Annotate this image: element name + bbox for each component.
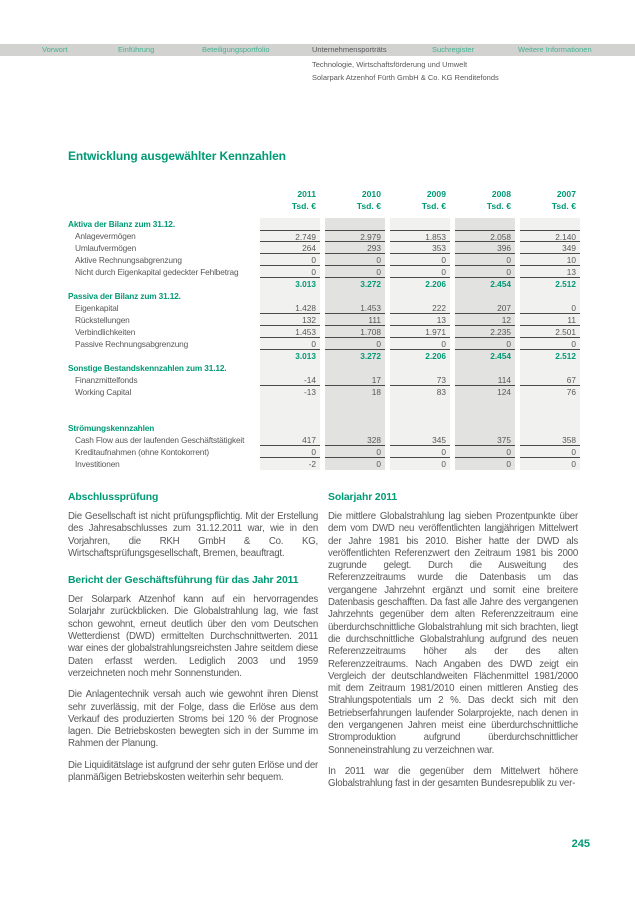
nav-item-vorwort[interactable]: Vorwort	[42, 45, 68, 54]
row-label: Nicht durch Eigenkapital gedeckter Fehlbetrag	[75, 267, 239, 277]
table-row	[68, 338, 580, 350]
table-section-row	[68, 290, 580, 302]
value-cell: 0	[325, 254, 385, 266]
value-cell: 132	[260, 314, 320, 326]
value-cell	[325, 290, 385, 302]
table-row	[68, 278, 580, 290]
value-cell: 358	[520, 434, 580, 446]
table-row	[68, 314, 580, 326]
row-label: Finanzmittelfonds	[75, 375, 138, 385]
value-cell: 0	[520, 302, 580, 314]
value-cell: 67	[520, 374, 580, 386]
value-cell: 207	[455, 302, 515, 314]
row-label: Working Capital	[75, 387, 132, 397]
unit-header: Tsd. €	[486, 201, 511, 211]
text-column-left	[68, 492, 318, 793]
table-row	[68, 326, 580, 338]
value-cell: 2.454	[455, 350, 515, 362]
value-cell: 2.512	[520, 278, 580, 290]
unit-header: Tsd. €	[421, 201, 446, 211]
year-header: 2010	[361, 189, 381, 199]
value-cell: 3.013	[260, 278, 320, 290]
row-label: Investitionen	[75, 459, 120, 469]
value-cell	[325, 218, 385, 230]
value-cell: 0	[520, 458, 580, 470]
nav-item-einf-hrung[interactable]: Einführung	[118, 45, 155, 54]
value-cell	[455, 218, 515, 230]
unit-header: Tsd. €	[291, 201, 316, 211]
table-row	[68, 302, 580, 314]
value-cell: 328	[325, 434, 385, 446]
year-header: 2009	[426, 189, 446, 199]
value-cell: 2.454	[455, 278, 515, 290]
value-cell: 0	[390, 338, 450, 350]
row-label: Aktiva der Bilanz zum 31.12.	[68, 219, 175, 229]
value-cell: 0	[455, 446, 515, 458]
value-cell	[390, 290, 450, 302]
table-row	[68, 446, 580, 458]
value-cell: 0	[390, 458, 450, 470]
value-cell	[455, 362, 515, 374]
value-cell	[260, 362, 320, 374]
table-section-row	[68, 422, 580, 434]
value-cell: 76	[520, 386, 580, 398]
row-label: Rückstellungen	[75, 315, 130, 325]
value-cell: 293	[325, 242, 385, 254]
table-row	[68, 386, 580, 398]
value-cell: 2.979	[325, 230, 385, 242]
table-row	[68, 434, 580, 446]
value-cell	[520, 290, 580, 302]
value-cell: 222	[390, 302, 450, 314]
table-row	[68, 458, 580, 470]
table-unit-header-row	[68, 200, 580, 212]
row-label: Strömungskennzahlen	[68, 423, 155, 433]
value-cell: 2.206	[390, 278, 450, 290]
value-cell: 0	[260, 266, 320, 278]
unit-header: Tsd. €	[551, 201, 576, 211]
value-cell: 0	[390, 266, 450, 278]
value-cell: 0	[390, 446, 450, 458]
value-cell	[390, 398, 450, 410]
value-cell: 1.853	[390, 230, 450, 242]
breadcrumb-line-2: Solarpark Atzenhof Fürth GmbH & Co. KG Renditefonds	[312, 72, 499, 82]
row-label: Verbindlichkeiten	[75, 327, 136, 337]
value-cell: 0	[520, 446, 580, 458]
value-cell: 1.453	[260, 326, 320, 338]
value-cell	[520, 410, 580, 422]
year-header: 2007	[556, 189, 576, 199]
value-cell: 0	[260, 446, 320, 458]
value-cell	[260, 410, 320, 422]
value-cell	[260, 218, 320, 230]
value-cell	[520, 398, 580, 410]
section-heading: Solarjahr 2011	[328, 492, 398, 503]
value-cell: 0	[455, 254, 515, 266]
value-cell: 12	[455, 314, 515, 326]
nav-item-suchregister[interactable]: Suchregister	[432, 45, 475, 54]
value-cell: 0	[455, 266, 515, 278]
value-cell	[520, 422, 580, 434]
value-cell: 1.428	[260, 302, 320, 314]
value-cell	[325, 410, 385, 422]
table-row	[68, 254, 580, 266]
value-cell: 396	[455, 242, 515, 254]
value-cell: 0	[455, 458, 515, 470]
table-section-row	[68, 362, 580, 374]
section-heading: Bericht der Geschäftsführung für das Jahr 2011	[68, 575, 299, 587]
value-cell: 2.235	[455, 326, 515, 338]
nav-item-beteiligungsportfolio[interactable]: Beteiligungsportfolio	[202, 45, 270, 54]
value-cell: 3.272	[325, 278, 385, 290]
value-cell: 2.058	[455, 230, 515, 242]
value-cell: 111	[325, 314, 385, 326]
value-cell	[520, 218, 580, 230]
page-title: Entwicklung ausgewählter Kennzahlen	[68, 149, 286, 163]
row-label: Sonstige Bestandskennzahlen zum 31.12.	[68, 363, 227, 373]
value-cell: 11	[520, 314, 580, 326]
value-cell: 0	[325, 446, 385, 458]
table-row	[68, 398, 580, 410]
kennzahlen-table	[68, 188, 580, 470]
value-cell	[455, 410, 515, 422]
row-label: Umlaufvermögen	[75, 243, 137, 253]
body-paragraph: Der Solarpark Atzenhof kann auf ein hervorragendes Solarjahr zurückblicken. Die Globalstrahlung lag, wie fast schon gewohnt, erneut deutlich über den vom Deutschen Wetterdienst (DWD) ermittelten Durchschnittwerten. 2011 war eines der globalstrahlungsreichsten Jahre seitdem diese Daten erfasst werden. Lediglich 2003 und 1959 verzeichneten noch mehr Sonnenstunden.	[68, 594, 318, 679]
value-cell	[455, 398, 515, 410]
breadcrumb	[312, 59, 499, 84]
value-cell	[260, 398, 320, 410]
value-cell: -14	[260, 374, 320, 386]
row-label: Cash Flow aus der laufenden Geschäftstätigkeit	[75, 435, 245, 445]
value-cell: 417	[260, 434, 320, 446]
page-number: 245	[571, 838, 590, 850]
text-column-right	[328, 492, 578, 800]
value-cell: 3.272	[325, 350, 385, 362]
value-cell: 73	[390, 374, 450, 386]
breadcrumb-line-1: Technologie, Wirtschaftsförderung und Umwelt	[312, 60, 468, 69]
value-cell	[390, 362, 450, 374]
section-heading: Abschlussprüfung	[68, 492, 159, 503]
year-header: 2011	[297, 189, 316, 199]
value-cell	[390, 218, 450, 230]
table-year-header-row	[68, 188, 580, 200]
value-cell: 349	[520, 242, 580, 254]
value-cell	[520, 362, 580, 374]
value-cell: 375	[455, 434, 515, 446]
value-cell: 1.453	[325, 302, 385, 314]
value-cell: -13	[260, 386, 320, 398]
value-cell	[260, 290, 320, 302]
table-row	[68, 230, 580, 242]
body-paragraph: In 2011 war die gegenüber dem Mittelwert höhere Globalstrahlung fast in der gesamten Bundesrepublik zu ver-	[328, 765, 578, 790]
value-cell: 10	[520, 254, 580, 266]
value-cell: 0	[520, 338, 580, 350]
value-cell: 0	[260, 338, 320, 350]
value-cell: 18	[325, 386, 385, 398]
table-body	[68, 218, 580, 470]
nav-item-unternehmensportr-ts[interactable]: Unternehmensporträts	[312, 45, 387, 54]
table-section-row	[68, 218, 580, 230]
value-cell: 13	[390, 314, 450, 326]
value-cell: -2	[260, 458, 320, 470]
year-header: 2008	[491, 189, 511, 199]
table-row	[68, 266, 580, 278]
value-cell	[325, 398, 385, 410]
top-nav-bar	[0, 44, 635, 56]
value-cell: 0	[325, 266, 385, 278]
value-cell: 83	[390, 386, 450, 398]
row-label: Passive Rechnungsabgrenzung	[75, 339, 189, 349]
row-label: Anlagevermögen	[75, 231, 136, 241]
value-cell: 353	[390, 242, 450, 254]
nav-item-weitere-informationen[interactable]: Weitere Informationen	[518, 45, 592, 54]
value-cell: 0	[325, 338, 385, 350]
value-cell: 2.749	[260, 230, 320, 242]
table-row	[68, 410, 580, 422]
value-cell: 124	[455, 386, 515, 398]
value-cell: 2.140	[520, 230, 580, 242]
body-paragraph: Die Anlagentechnik versah auch wie gewohnt ihren Dienst sehr zuverlässig, mit der Folge, dass die Erlöse aus dem Verkauf des produzierten Stroms bei 120 % der Prognose lagen. Die Betriebskosten bewegten sich in der Summe im Rahmen der Planung.	[68, 689, 318, 750]
value-cell: 13	[520, 266, 580, 278]
value-cell: 0	[325, 458, 385, 470]
body-paragraph: Die Gesellschaft ist nicht prüfungspflichtig. Mit der Erstellung des Jahresabschlusses zum 31.12.2011 war, wie in den Vorjahren, die RKH GmbH & Co. KG, Wirtschaftsprüfungsgesellschaft, Bremen, beauftragt.	[68, 511, 318, 559]
value-cell: 1.708	[325, 326, 385, 338]
value-cell	[325, 422, 385, 434]
value-cell	[325, 362, 385, 374]
row-label: Eigenkapital	[75, 303, 119, 313]
value-cell: 2.512	[520, 350, 580, 362]
unit-header: Tsd. €	[356, 201, 381, 211]
table-row	[68, 242, 580, 254]
value-cell: 114	[455, 374, 515, 386]
body-paragraph: Die mittlere Globalstrahlung lag sieben Prozentpunkte über dem vom DWD neu veröffentlichten langjährigen Mittelwert der Jahre 1981 bis 2010. Bisher hatte der DWD als veröffentlichten Referenzwert den Zeitraum 1981 bis 2000 zugrunde gelegt. Durch die Ausweitung des Referenzzeitraums wurde die Datenbasis um das vergangene Jahrzehnt ergänzt und somit eine breitere Datenbasis geschafften. Da fast alle Jahre des vergangenen Jahrzehnts gegenüber dem alten Referenzzeitraum eine überdurchschnittliche Globalstrahlung mit sich brachten, liegt die durchschnittliche Globalstrahlung aufgrund des neuen Referenzzeitraums höher als der des alten Referenzzeitraums. Nach Angaben des DWD zeigt ein Vergleich der deutschlandweiten Flächenmittel 1981/2000 mit dem Zeitraum 1981/2010 einen mittleren Anstieg des Strahlungspotentials um 2 %. Das deckt sich mit den Betriebserfahrungen laufender Solarprojekte, nach denen in den vergangenen Jahren meist eine überdurchschnittliche Stromproduktion aufgrund überdurchschnittlicher Sonneneinstrahlung zu verzeichnen war.	[328, 511, 578, 756]
value-cell: 345	[390, 434, 450, 446]
value-cell: 0	[390, 254, 450, 266]
value-cell: 2.206	[390, 350, 450, 362]
value-cell: 0	[455, 338, 515, 350]
value-cell	[390, 422, 450, 434]
row-label: Aktive Rechnungsabgrenzung	[75, 255, 182, 265]
row-label: Passiva der Bilanz zum 31.12.	[68, 291, 181, 301]
value-cell	[390, 410, 450, 422]
value-cell: 0	[260, 254, 320, 266]
value-cell	[260, 422, 320, 434]
value-cell: 264	[260, 242, 320, 254]
row-label: Kreditaufnahmen (ohne Kontokorrent)	[75, 447, 210, 457]
value-cell: 1.971	[390, 326, 450, 338]
value-cell	[455, 422, 515, 434]
value-cell	[455, 290, 515, 302]
table-row	[68, 350, 580, 362]
value-cell: 2.501	[520, 326, 580, 338]
value-cell: 3.013	[260, 350, 320, 362]
table-row	[68, 374, 580, 386]
value-cell: 17	[325, 374, 385, 386]
body-paragraph: Die Liquiditätslage ist aufgrund der sehr guten Erlöse und der planmäßigen Betriebskosten weiterhin sehr bequem.	[68, 759, 318, 784]
